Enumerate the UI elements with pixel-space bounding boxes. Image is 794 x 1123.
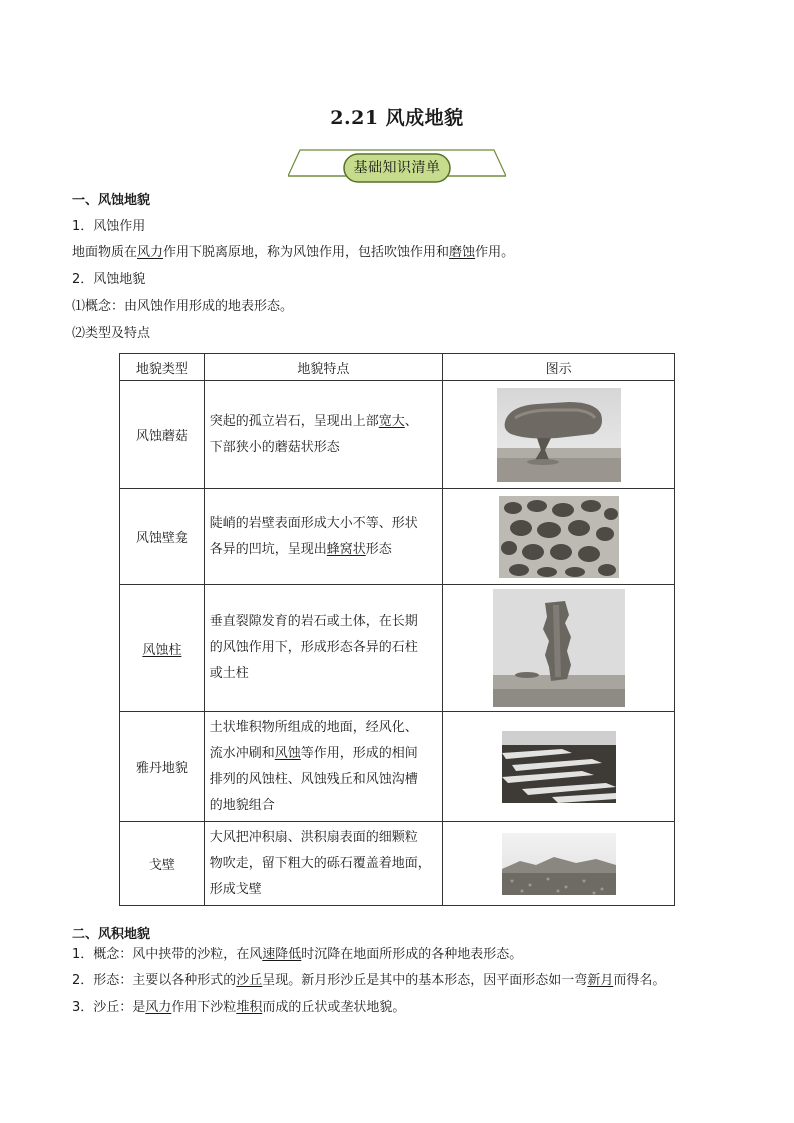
type-cell: 雅丹地貌 [120, 712, 205, 822]
types-label: ⑵类型及特点 [72, 326, 151, 341]
text: 形成戈壁 [209, 881, 262, 897]
text: 时沉降在地面所形成的各种地表形态。 [301, 947, 523, 962]
mushroom-rock-photo [497, 388, 621, 482]
type-cell: 风蚀壁龛 [120, 489, 205, 585]
table-row [120, 381, 675, 489]
text: 的风蚀作用下，形成形态各异的石柱 [209, 640, 418, 655]
text: 或土柱 [209, 666, 249, 681]
header-type: 地貌类型 [120, 354, 205, 381]
concept-text: ⑴概念：由风蚀作用形成的地表形态。 [72, 299, 294, 314]
banner-label: 基础知识清单 [353, 160, 441, 176]
paragraph-concept [72, 946, 522, 964]
text: 而成的丘状或垄状地貌。 [262, 1000, 406, 1015]
text: 各异的凹坑，呈现出 [209, 541, 327, 557]
text: 大风把冲积扇、洪积扇表面的细颗粒 [209, 829, 418, 845]
subheading-erosion-landforms: 2．风蚀地貌 [72, 272, 146, 287]
text: 物吹走，留下粗大的砾石覆盖着地面， [209, 855, 431, 871]
text: 突起的孤立岩石，呈现出上部 [209, 413, 379, 429]
rock-pillar-photo [493, 589, 625, 707]
text: 土状堆积物所组成的地面，经风化、 [209, 719, 418, 735]
table-header-row [120, 354, 675, 381]
section-heading-2: 二、风积地貌 [72, 927, 151, 942]
text: 而得名。 [613, 973, 666, 988]
table-row [120, 822, 675, 906]
underlined-text: 堆积 [236, 1000, 263, 1015]
underlined-text: 沙丘 [236, 973, 263, 988]
yardang-photo [502, 731, 616, 803]
underlined-text: 风蚀 [274, 745, 301, 761]
underlined-text: 风力 [145, 1000, 172, 1015]
image-cell [443, 712, 675, 822]
text: 、 [404, 413, 418, 429]
text: 流水冲刷和 [209, 745, 275, 761]
type-cell: 风蚀蘑菇 [120, 381, 205, 489]
text: 陡峭的岩壁表面形成大小不等、形状 [209, 515, 418, 531]
image-cell [443, 585, 675, 712]
underlined-text: 速降低 [262, 947, 302, 962]
table-row [120, 712, 675, 822]
honeycomb-rock-photo [499, 496, 619, 578]
feature-cell [204, 381, 442, 489]
subheading-wind-erosion: 1．风蚀作用 [72, 219, 146, 234]
feature-cell [204, 489, 442, 585]
table-row [120, 585, 675, 712]
paragraph-dune [72, 999, 405, 1017]
underlined-text: 新月 [587, 973, 614, 988]
page-title: 2.21 风成地貌 [330, 107, 464, 129]
text: 3．沙丘：是 [72, 1000, 146, 1015]
image-cell [443, 381, 675, 489]
text: 作用下沙粒 [171, 1000, 237, 1015]
image-cell [443, 822, 675, 906]
type-cell: 戈壁 [120, 822, 205, 906]
gobi-desert-photo [502, 833, 616, 895]
header-image: 图示 [443, 354, 675, 381]
landform-table [119, 353, 675, 906]
feature-cell [204, 712, 442, 822]
section-heading-1: 一、风蚀地貌 [72, 193, 151, 208]
text: 作用下脱离原地，称为风蚀作用，包括吹蚀作用和 [163, 245, 450, 260]
text: 下部狭小的蘑菇状形态 [209, 439, 340, 455]
feature-cell [204, 585, 442, 712]
feature-cell [204, 822, 442, 906]
underlined-text: 风力 [137, 245, 164, 260]
text: 呈现。新月形沙丘是其中的基本形态，因平面形态如一弯 [262, 973, 588, 988]
underlined-text: 风蚀柱 [142, 642, 182, 658]
text: 形态 [365, 541, 392, 557]
underlined-text: 蜂窝状 [326, 541, 366, 557]
underlined-text: 磨蚀 [449, 245, 476, 260]
text: 地面物质在 [72, 245, 138, 260]
paragraph-form [72, 972, 665, 990]
underlined-text: 宽大 [378, 413, 405, 429]
text: 的地貌组合 [209, 797, 275, 813]
text: 1．概念：风中挟带的沙粒，在风 [72, 947, 263, 962]
text: 垂直裂隙发育的岩石或土体，在长期 [209, 614, 418, 629]
section-banner [288, 148, 506, 186]
text: 等作用，形成的相间 [300, 745, 418, 761]
table-row [120, 489, 675, 585]
text: 2．形态：主要以各种形式的 [72, 973, 237, 988]
type-cell [120, 585, 205, 712]
text: 排列的风蚀柱、风蚀残丘和风蚀沟槽 [209, 771, 418, 787]
image-cell [443, 489, 675, 585]
text: 作用。 [475, 245, 515, 260]
header-features: 地貌特点 [204, 354, 442, 381]
paragraph-wind-erosion [72, 244, 514, 262]
